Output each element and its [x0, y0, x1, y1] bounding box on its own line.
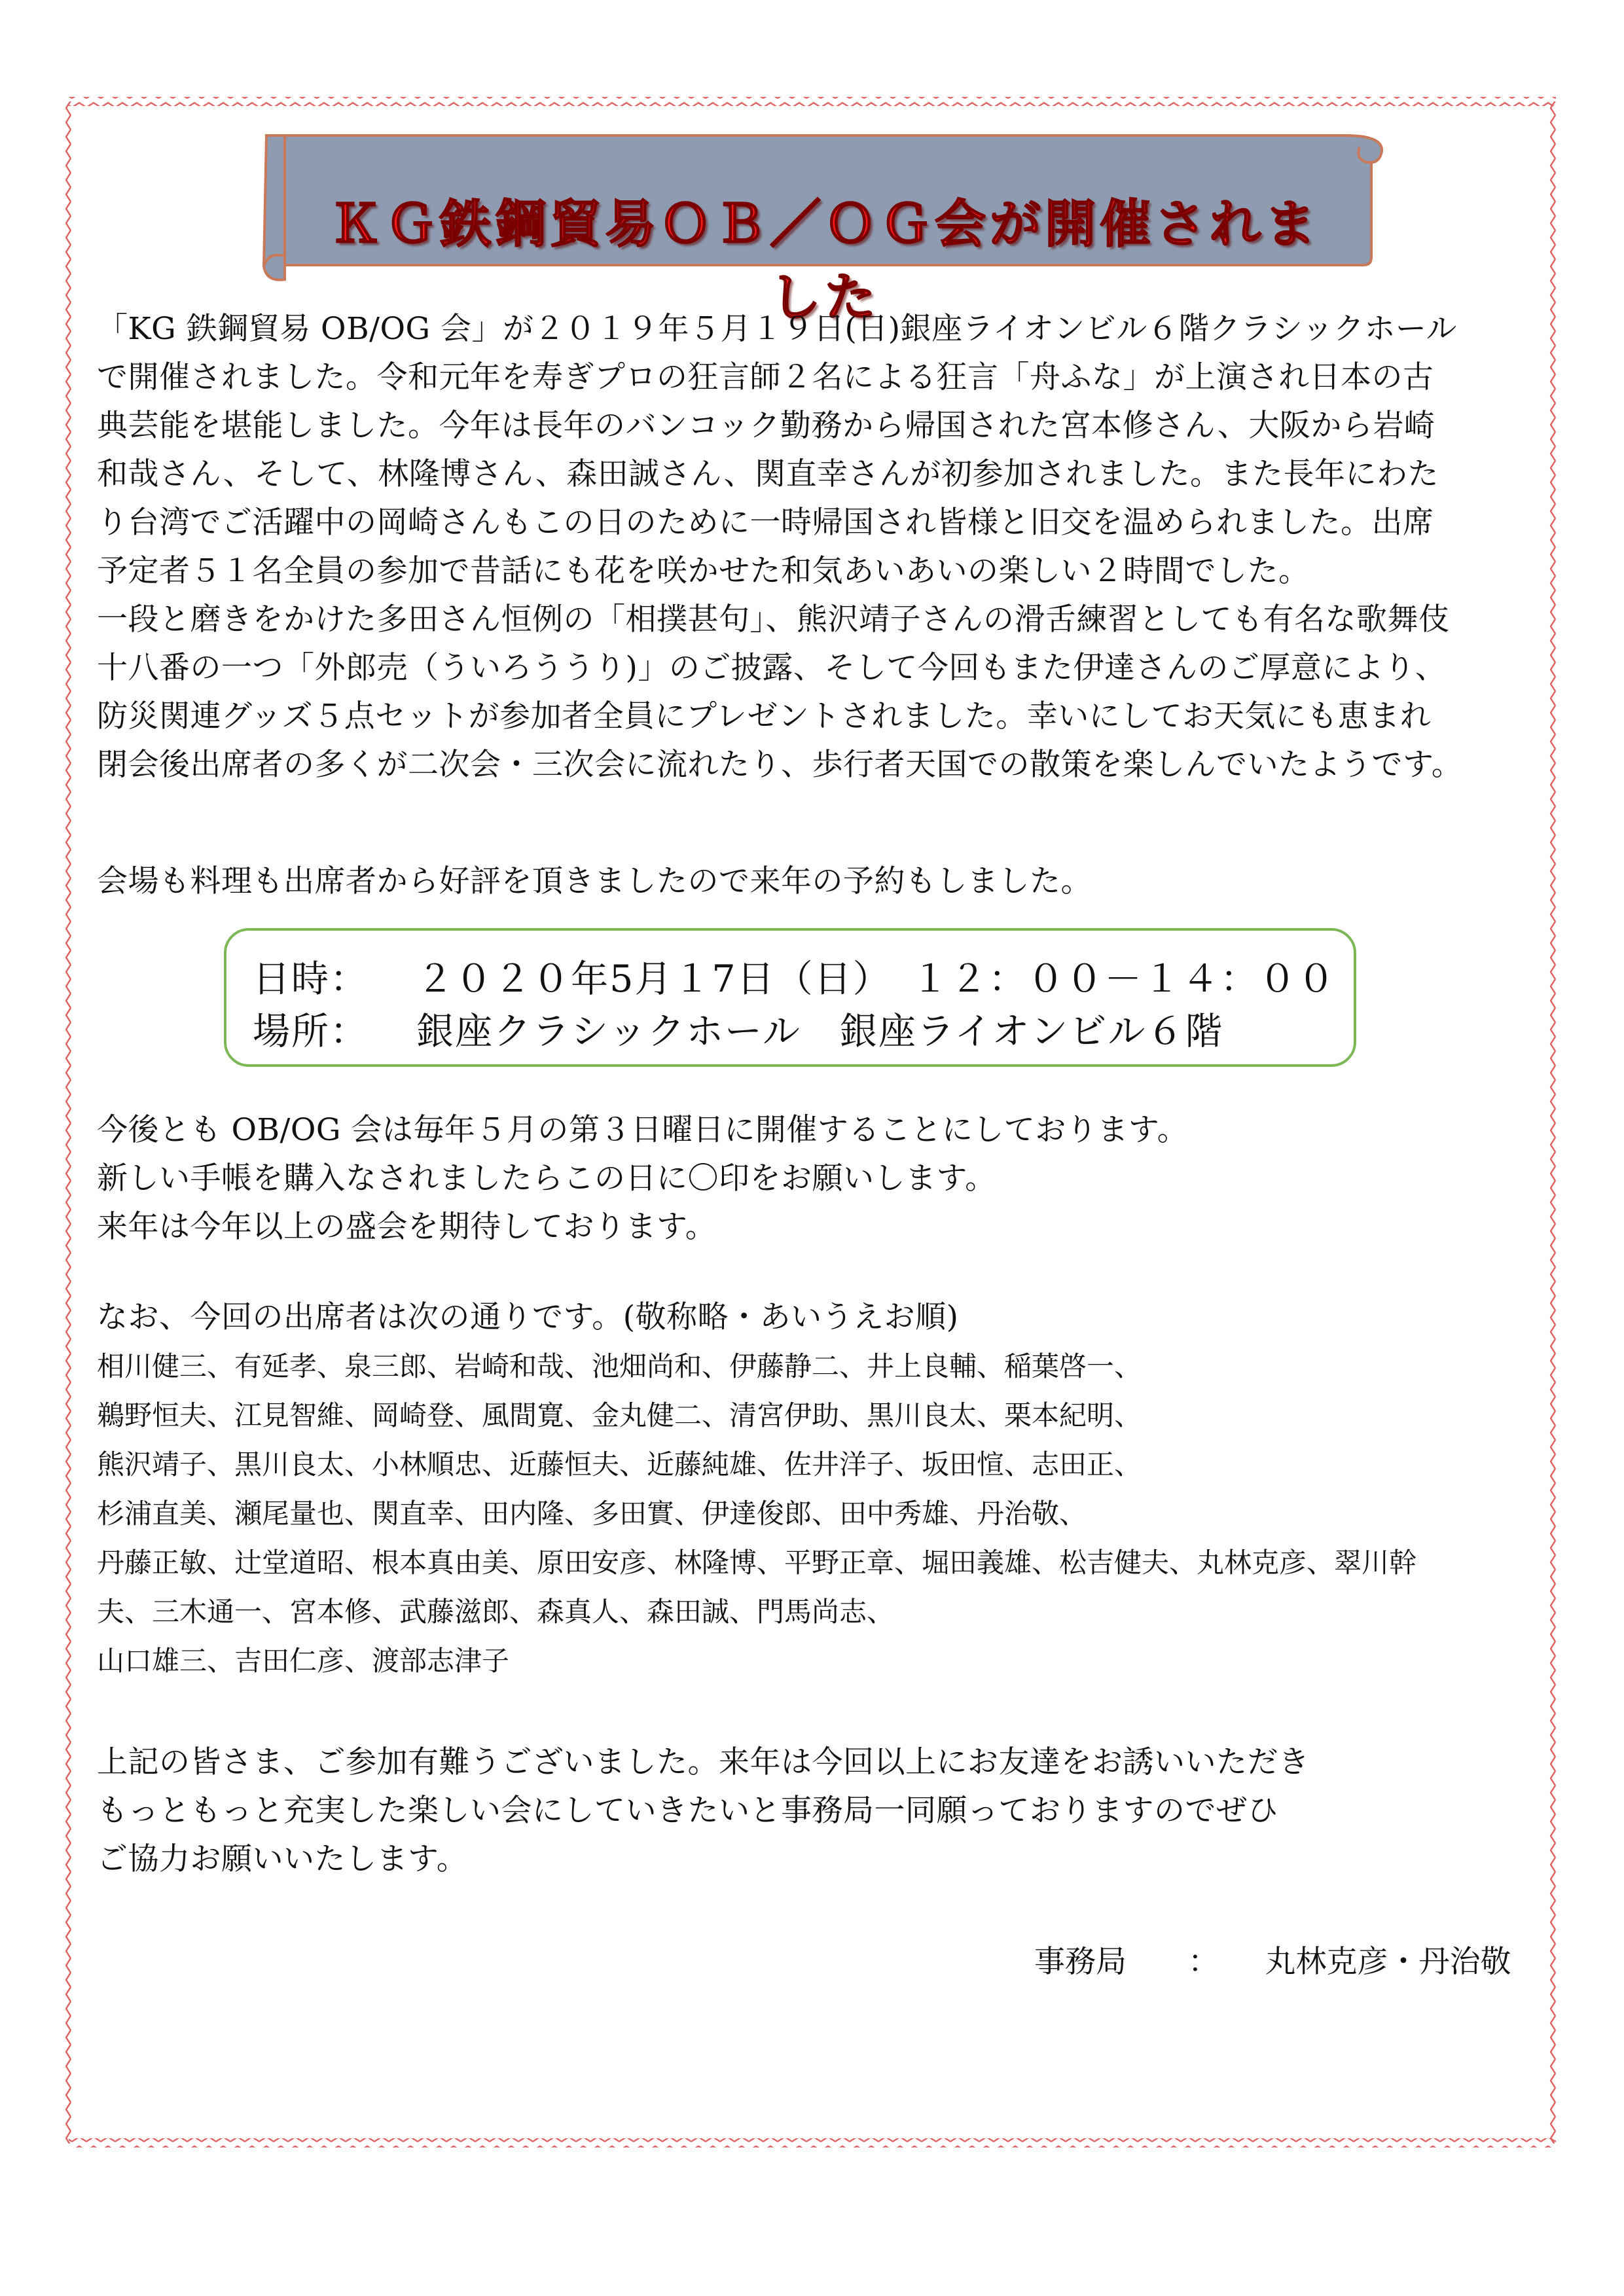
- closing-line: 上記の皆さま、ご参加有難うございました。来年は今回以上にお友達をお誘いいただき: [97, 1744, 1310, 1780]
- attendee-line: 相川健三、有延孝、泉三郎、岩崎和哉、池畑尚和、伊藤静二、井上良輔、稲葉啓一、: [97, 1350, 1142, 1382]
- attendees-heading: なお、今回の出席者は次の通りです。(敬称略・あいうえお順): [97, 1299, 959, 1335]
- future-line: 新しい手帳を購入なされましたらこの日に〇印をお願いします。: [97, 1160, 996, 1196]
- intro-line: 典芸能を堪能しました。今年は長年のバンコック勤務から帰国された宮本修さん、大阪から岩崎: [97, 408, 1435, 444]
- signature-separator: ：: [1188, 1944, 1204, 1980]
- date-value: ２０２０年5月１7日（日） １２：００－１４：００: [416, 958, 1337, 1001]
- closing-line: ご協力お願いいたします。: [97, 1841, 468, 1877]
- signature-label: 事務局: [1034, 1944, 1127, 1980]
- future-line: 来年は今年以上の盛会を期待しております。: [97, 1209, 717, 1245]
- intro-line: 防災関連グッズ５点セットが参加者全員にプレゼントされました。幸いにしてお天気にも恵まれ: [97, 698, 1432, 734]
- place-value: 銀座クラシックホール 銀座ライオンビル６階: [416, 1010, 1224, 1053]
- signature: [1034, 1937, 1511, 1981]
- intro-paragraph: [97, 305, 1537, 789]
- intro-line: り台湾でご活躍中の岡崎さんもこの日のために一時帰国され皆様と旧交を温められました。出席: [97, 505, 1434, 541]
- future-line: 今後とも OB/OG 会は毎年５月の第３日曜日に開催することにしております。: [97, 1112, 1189, 1148]
- attendee-line: 杉浦直美、瀬尾量也、関直幸、田内隆、多田實、伊達俊郎、田中秀雄、丹治敬、: [97, 1498, 1087, 1530]
- attendee-line: 夫、三木通一、宮本修、武藤滋郎、森真人、森田誠、門馬尚志、: [97, 1596, 895, 1628]
- intro-line: で開催されました。令和元年を寿ぎプロの狂言師２名による狂言「舟ふな」が上演され日本の古: [97, 359, 1434, 395]
- closing-line: もっともっと充実した楽しい会にしていきたいと事務局一同願っておりますのでぜひ: [97, 1793, 1278, 1829]
- signature-names: 丸林克彦・丹治敬: [1265, 1944, 1511, 1980]
- date-label: 日時：: [253, 958, 369, 1001]
- closing-paragraph: [97, 1738, 1537, 1884]
- intro-line: 予定者５１名全員の参加で昔話にも花を咲かせた和気あいあいの楽しい２時間でした。: [97, 553, 1310, 589]
- future-paragraph: [97, 1106, 1537, 1251]
- schedule-place-row: [253, 1001, 1223, 1055]
- attendee-line: 熊沢靖子、黒川良太、小林順忠、近藤恒夫、近藤純雄、佐井洋子、坂田愃、志田正、: [97, 1448, 1142, 1480]
- page-title: ＫＧ鉄鋼貿易ＯＢ／ＯＧ会が開催されました: [329, 195, 1320, 327]
- attendee-line: 鵜野恒夫、江見智維、岡崎登、風間寛、金丸健二、清宮伊助、黒川良太、栗本紀明、: [97, 1399, 1142, 1431]
- attendee-list: [97, 1342, 1537, 1685]
- intro-line: 和哉さん、そして、林隆博さん、森田誠さん、関直幸さんが初参加されました。また長年にわた: [97, 456, 1439, 492]
- attendee-line: 山口雄三、吉田仁彦、渡部志津子: [97, 1645, 510, 1677]
- reservation-note: 会場も料理も出席者から好評を頂きましたので来年の予約もしました。: [97, 863, 1092, 899]
- schedule-date-row: [253, 949, 1336, 1003]
- place-label: 場所：: [253, 1010, 369, 1053]
- intro-line: 十八番の一つ「外郎売（ういろううり)」のご披露、そして今回もまた伊達さんのご厚意により、: [97, 650, 1447, 686]
- attendee-line: 丹藤正敏、辻堂道昭、根本真由美、原田安彦、林隆博、平野正章、堀田義雄、松吉健夫、丸林克彦、翠川幹: [97, 1547, 1417, 1579]
- intro-line: 閉会後出席者の多くが二次会・三次会に流れたり、歩行者天国での散策を楽しんでいたようです。: [97, 747, 1463, 783]
- intro-line: 「KG 鉄鋼貿易 OB/OG 会」が２０１９年５月１９日(日)銀座ライオンビル６階クラシックホール: [97, 311, 1457, 347]
- intro-line: 一段と磨きをかけた多田さん恒例の「相撲甚句」、熊沢靖子さんの滑舌練習としても有名な歌舞伎: [97, 601, 1450, 637]
